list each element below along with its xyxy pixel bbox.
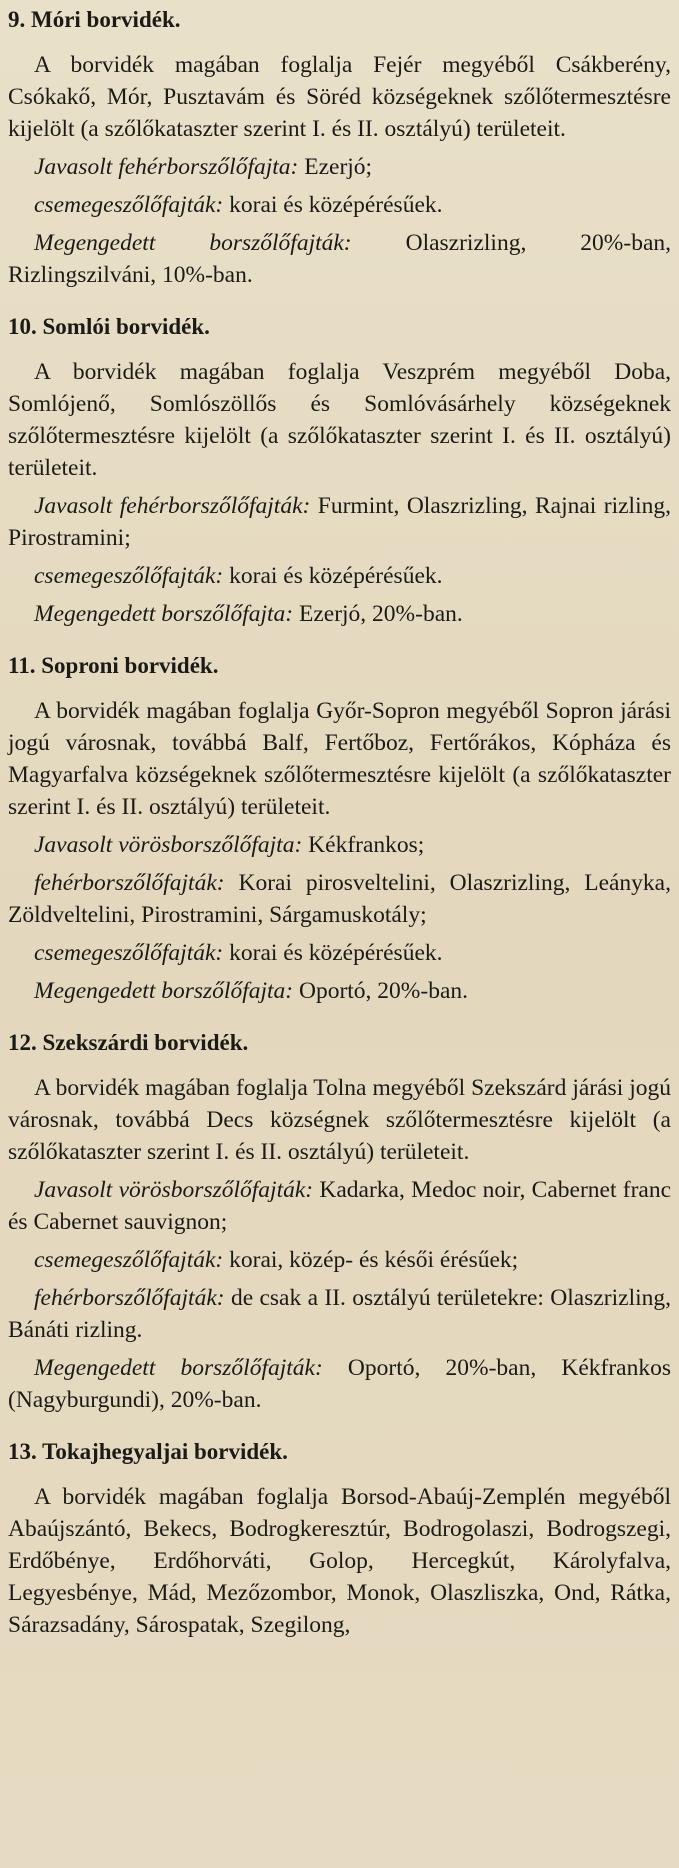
variety-label: Javasolt fehérborszőlőfajta: [34, 154, 299, 180]
variety-text: Oportó, 20%-ban, Kékfrankos (Nagyburgundi), 20%-ban. [8, 1355, 671, 1413]
variety-text: korai és középérésűek. [223, 563, 443, 589]
grape-variety-line [8, 151, 671, 183]
grape-variety-line [8, 598, 671, 630]
variety-label: fehérborszőlőfajták: [34, 1285, 225, 1311]
grape-variety-line [8, 1174, 671, 1238]
variety-label: Megengedett borszőlőfajták: [34, 230, 352, 256]
grape-variety-line [8, 1244, 671, 1276]
variety-label: csemegeszőlőfajták: [34, 563, 224, 589]
variety-text: Furmint, Olaszrizling, Rajnai rizling, Pirostramini; [8, 493, 671, 551]
grape-variety-line [8, 867, 671, 931]
grape-variety-line [8, 1352, 671, 1416]
section-szekszardi [8, 1027, 671, 1416]
variety-text: Ezerjó; [298, 154, 373, 180]
section-soproni [8, 650, 671, 1007]
section-heading: 9. Móri borvidék. [8, 7, 181, 32]
grape-variety-line [8, 560, 671, 592]
variety-label: Javasolt vörösborszőlőfajták: [34, 1177, 314, 1203]
variety-label: Javasolt fehérborszőlőfajták: [34, 493, 311, 519]
section-intro: A borvidék magában foglalja Borsod-Abaúj-Zemplén megyéből Abaújszántó, Bekecs, Bodrogkeresztúr, Bodrogolaszi, Bodrogszegi, Erdőbénye, Erdőhorváti, Golop, Hercegkút, Károlyfalva, Legyesbénye, Mád, Mezőzombor, Monok, Olaszliszka, Ond, Rátka, Sárazsadány, Sárospatak, Szegilong, [8, 1484, 671, 1638]
variety-text: Olaszrizling, 20%-ban, Rizlingszilváni, 10%-ban. [8, 230, 671, 288]
variety-label: fehérborszőlőfajták: [34, 870, 225, 896]
variety-label: Javasolt vörösborszőlőfajta: [34, 832, 303, 858]
grape-variety-line [8, 1282, 671, 1346]
variety-label: Megengedett borszőlőfajta: [34, 601, 294, 627]
variety-text: Kadarka, Medoc noir, Cabernet franc és Cabernet sauvignon; [8, 1177, 672, 1235]
variety-text: Kékfrankos; [302, 832, 425, 858]
grape-variety-line [8, 975, 671, 1007]
section-intro: A borvidék magában foglalja Veszprém megyéből Doba, Somlójenő, Somlószöllős és Somlóvásárhely községeknek szőlőtermesztésre kijelölt (a szőlőkataszter szerint I. és II. osztályú) területeit. [8, 359, 671, 481]
grape-variety-line [8, 189, 671, 221]
variety-text: Korai pirosveltelini, Olaszrizling, Leányka, Zöldveltelini, Pirostramini, Sárgamuskotály; [8, 870, 671, 928]
variety-label: Megengedett borszőlőfajták: [34, 1355, 323, 1381]
section-heading: 10. Somlói borvidék. [8, 314, 210, 339]
section-mori [8, 4, 671, 291]
variety-text: Oportó, 20%-ban. [293, 978, 469, 1004]
section-heading: 13. Tokajhegyaljai borvidék. [8, 1439, 288, 1464]
variety-text: korai, közép- és késői érésűek; [223, 1247, 519, 1273]
section-intro: A borvidék magában foglalja Győr-Sopron megyéből Sopron járási jogú városnak, továbbá Balf, Fertőboz, Fertőrákos, Kópháza és Magyarfalva községeknek szőlőtermesztésre kijelölt (a szőlőkataszter szerint I. és II. osztályú) területeit. [8, 698, 671, 820]
variety-label: csemegeszőlőfajták: [34, 1247, 224, 1273]
variety-text: korai és középérésűek. [223, 940, 443, 966]
section-somloi [8, 311, 671, 630]
section-intro: A borvidék magában foglalja Fejér megyéből Csákberény, Csókakő, Mór, Pusztavám és Söréd községeknek szőlőtermesztésre kijelölt (a szőlőkataszter szerint I. és II. osztályú) területeit. [8, 52, 671, 142]
section-intro: A borvidék magában foglalja Tolna megyéből Szekszárd járási jogú városnak, továbbá Decs községnek szőlőtermesztésre kijelölt (a szőlőkataszter szerint I. és II. osztályú) területeit. [8, 1075, 671, 1165]
variety-label: csemegeszőlőfajták: [34, 940, 224, 966]
section-tokajhegyaljai [8, 1436, 671, 1641]
variety-text: korai és középérésűek. [223, 192, 443, 218]
grape-variety-line [8, 937, 671, 969]
grape-variety-line [8, 490, 671, 554]
variety-text: Ezerjó, 20%-ban. [293, 601, 463, 627]
variety-label: csemegeszőlőfajták: [34, 192, 224, 218]
section-heading: 12. Szekszárdi borvidék. [8, 1030, 249, 1055]
grape-variety-line [8, 227, 671, 291]
variety-text: de csak a II. osztályú területekre: Olaszrizling, Bánáti rizling. [8, 1285, 671, 1343]
variety-label: Megengedett borszőlőfajta: [34, 978, 294, 1004]
section-heading: 11. Soproni borvidék. [8, 653, 219, 678]
grape-variety-line [8, 829, 671, 861]
